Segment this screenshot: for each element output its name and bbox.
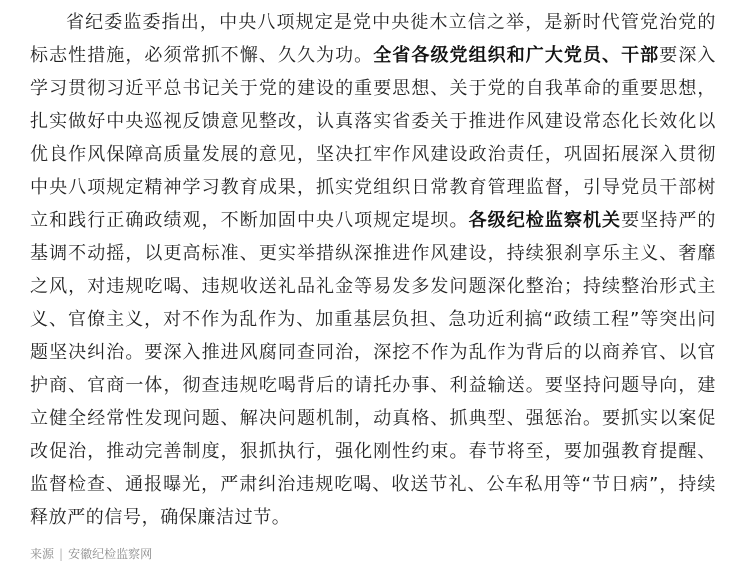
source-label: 来源	[30, 547, 55, 561]
source-line	[30, 545, 152, 563]
emphasis-party-organizations: 全省各级党组织和广大党员、干部	[373, 45, 660, 66]
text-segment: 要深入学习贯彻习近平总书记关于党的建设的重要思想、关于党的自我革命的重要思想，扎实做好中央巡视反馈意见整改，认真落实省委关于推进作风建设常态化长效化以优良作风保障高质量发展的意见，坚决扛牢作风建设政治责任，巩固拓展深入贯彻中央八项规定精神学习教育成果，抓实党组织日常教育管理监督，引导党员干部树立和践行正确政绩观，不断加固中央八项规定堤坝。	[30, 45, 717, 231]
article-paragraph	[30, 6, 716, 534]
source-name: 安徽纪检监察网	[68, 547, 153, 561]
article-body	[30, 6, 716, 534]
text-segment: 要坚持严的基调不动摇，以更高标准、更实举措纵深推进作风建设，持续狠刹享乐主义、奢靡之风，对违规吃喝、违规收送礼品礼金等易发多发问题深化整治；持续整治形式主义、官僚主义，对不作为乱作为、加重基层负担、急功近利搞“政绩工程”等突出问题坚决纠治。要深入推进风腐同查同治，深挖不作为乱作为背后的以商养官、以官护商、官商一体，彻查违规吃喝背后的请托办事、利益输送。要坚持问题导向，建立健全经常性发现问题、解决问题机制，动真格、抓典型、强惩治。要抓实以案促改促治，推动完善制度，狠抓执行，强化刚性约束。春节将至，要加强教育提醒、监督检查、通报曝光，严肃纠治违规吃喝、收送节礼、公车私用等“节日病”，持续释放严的信号，确保廉洁过节。	[30, 210, 716, 528]
emphasis-discipline-organs: 各级纪检监察机关	[468, 210, 622, 231]
text-segment: 省纪委监委指出，中央八项规定是党中央徙木立信之举，是新时代管党治党的标志性措施，必须常抓不懈、久久为功。	[30, 12, 716, 66]
source-separator: |	[59, 547, 64, 561]
